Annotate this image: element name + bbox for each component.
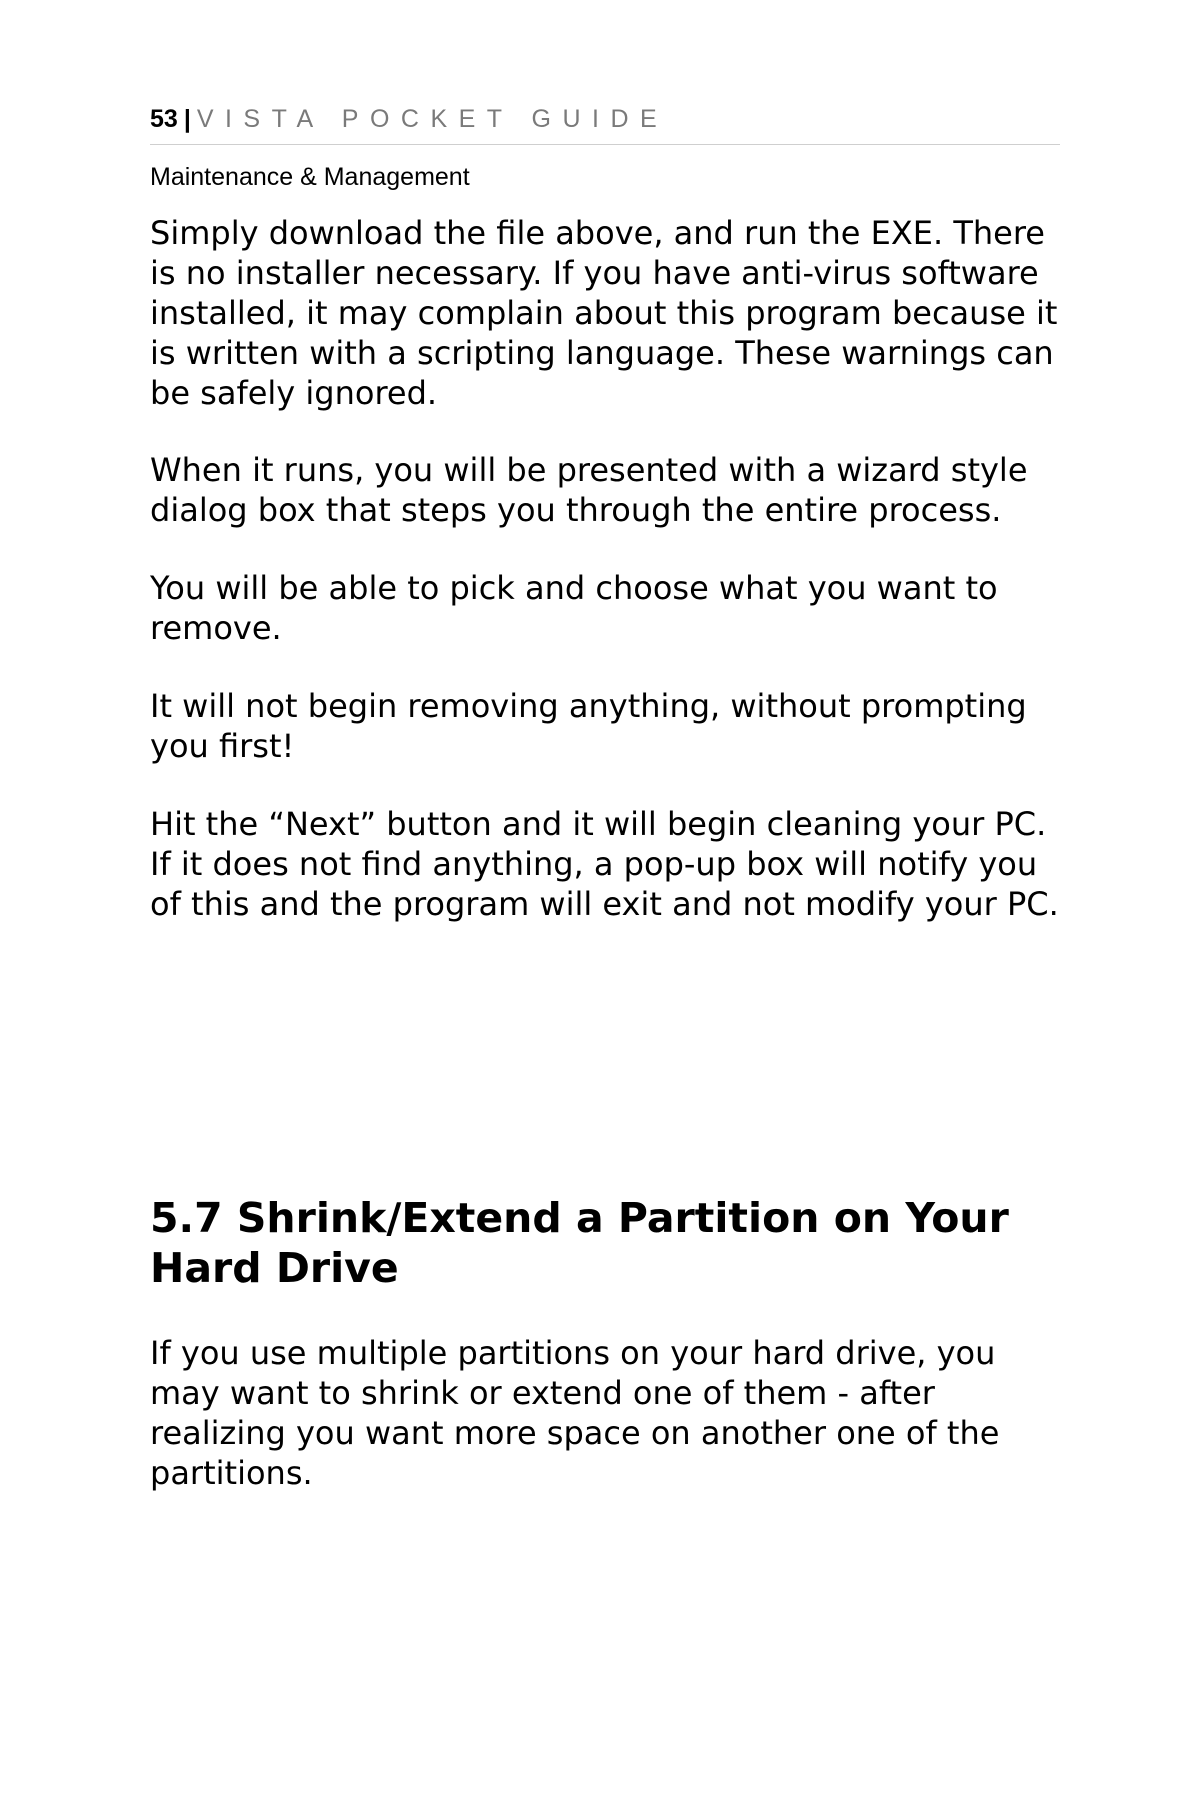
paragraph-wizard: When it runs, you will be presented with a wizard style dialog box that steps you through the entire process. bbox=[150, 451, 1028, 529]
paragraph-partitions: If you use multiple partitions on your hard drive, you may want to shrink or extend one of them - after realizing you want more space on another one of the partitions. bbox=[150, 1334, 1000, 1492]
book-title: VISTA POCKET GUIDE bbox=[196, 105, 669, 133]
document-page bbox=[150, 0, 1060, 1800]
section-label: Maintenance & Management bbox=[150, 163, 470, 191]
running-header bbox=[150, 103, 1060, 135]
page-number: 53 bbox=[150, 105, 178, 133]
header-separator: | bbox=[183, 105, 191, 133]
paragraph-pick-choose: You will be able to pick and choose what you want to remove. bbox=[150, 569, 998, 647]
paragraph-next-button: Hit the “Next” button and it will begin cleaning your PC. If it does not find anything, a pop-up box will notify you of this and the program will exit and not modify your PC. bbox=[150, 805, 1059, 923]
paragraph-run-exe: Simply download the file above, and run the EXE. There is no installer necessary. If you have anti-virus software installed, it may complain about this program because it is written with a scripting language. These warnings can be safely ignored. bbox=[150, 214, 1058, 412]
paragraph-prompting: It will not begin removing anything, without prompting you first! bbox=[150, 687, 1027, 765]
header-rule bbox=[150, 144, 1060, 145]
section-heading: 5.7 Shrink/Extend a Partition on Your Hard Drive bbox=[150, 1194, 1009, 1292]
